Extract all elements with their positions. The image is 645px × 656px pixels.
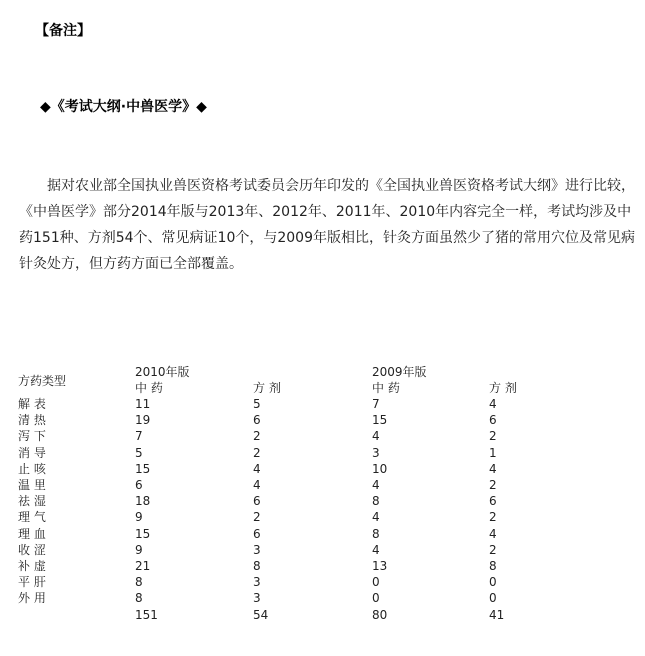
row-value-formula-2009: 0	[489, 575, 497, 590]
row-value-formula-2009: 2	[489, 510, 497, 525]
group-header-2010: 2010年版	[135, 365, 190, 379]
row-value-herb-2010: 5	[135, 445, 143, 460]
row-value-formula-2010: 2	[253, 510, 261, 525]
row-value-herb-2009: 13	[372, 559, 388, 573]
row-type-label: 外 用	[18, 591, 46, 606]
row-value-formula-2009: 6	[489, 494, 497, 509]
row-value-formula-2010: 3	[253, 575, 261, 590]
row-value-herb-2009: 3	[372, 445, 380, 460]
row-value-herb-2010: 6	[135, 478, 143, 492]
row-value-herb-2009: 8	[372, 494, 380, 509]
row-type-label: 消 导	[18, 445, 46, 460]
row-value-herb-2009: 10	[372, 461, 388, 476]
row-value-herb-2010: 19	[135, 413, 151, 428]
row-value-herb-2010: 9	[135, 542, 143, 557]
row-type-label: 温 里	[18, 478, 46, 492]
row-value-formula-2009: 8	[489, 559, 497, 573]
row-type-label: 理 气	[18, 510, 46, 525]
row-type-label: 理 血	[18, 526, 46, 541]
row-value-herb-2010: 7	[135, 429, 143, 444]
row-value-herb-2010: 15	[135, 526, 151, 541]
row-type-label: 平 肝	[18, 575, 46, 590]
row-value-formula-2010: 4	[253, 461, 261, 476]
formula-header-2009: 方 剂	[489, 381, 517, 395]
row-value-formula-2010: 5	[253, 397, 261, 411]
row-value-formula-2010: 2	[253, 445, 261, 460]
type-column-header: 方药类型	[18, 374, 67, 388]
row-type-label: 解 表	[18, 397, 46, 411]
row-value-herb-2009: 4	[372, 478, 380, 492]
row-type-label: 泻 下	[18, 429, 46, 444]
row-type-label: 收 涩	[18, 542, 46, 557]
total-herb-2009: 80	[372, 608, 388, 622]
row-value-herb-2010: 8	[135, 575, 143, 590]
row-value-herb-2010: 9	[135, 510, 143, 525]
row-value-formula-2009: 6	[489, 413, 497, 428]
row-value-formula-2009: 4	[489, 526, 497, 541]
row-value-herb-2009: 0	[372, 575, 380, 590]
row-value-herb-2010: 18	[135, 494, 151, 509]
row-value-formula-2010: 6	[253, 526, 261, 541]
row-value-formula-2009: 1	[489, 445, 497, 460]
row-value-formula-2009: 2	[489, 429, 497, 444]
row-value-herb-2009: 4	[372, 510, 380, 525]
formula-header-2010: 方 剂	[253, 381, 281, 395]
row-value-formula-2010: 3	[253, 542, 261, 557]
row-value-formula-2009: 4	[489, 397, 497, 411]
total-formula-2010: 54	[253, 608, 269, 622]
group-header-2009: 2009年版	[372, 365, 427, 379]
row-value-formula-2010: 6	[253, 494, 261, 509]
row-value-herb-2010: 8	[135, 591, 143, 606]
row-value-formula-2010: 8	[253, 559, 261, 573]
row-value-formula-2009: 2	[489, 478, 497, 492]
row-value-formula-2010: 4	[253, 478, 261, 492]
outline-heading: ◆《考试大纲·中兽医学》◆	[40, 99, 207, 115]
row-type-label: 止 咳	[18, 461, 46, 476]
row-value-herb-2009: 7	[372, 397, 380, 411]
row-value-herb-2009: 8	[372, 526, 380, 541]
row-value-formula-2010: 2	[253, 429, 261, 444]
note-heading: 【备注】	[35, 23, 91, 39]
row-type-label: 补 虚	[18, 559, 46, 573]
total-formula-2009: 41	[489, 608, 505, 622]
row-value-formula-2010: 3	[253, 591, 261, 606]
row-value-formula-2009: 0	[489, 591, 497, 606]
row-value-herb-2010: 15	[135, 461, 151, 476]
row-value-herb-2009: 4	[372, 542, 380, 557]
herb-header-2010: 中 药	[135, 381, 163, 395]
row-value-herb-2010: 11	[135, 397, 151, 411]
row-value-herb-2009: 15	[372, 413, 388, 428]
total-herb-2010: 151	[135, 608, 158, 622]
row-type-label: 清 热	[18, 413, 46, 428]
row-value-herb-2009: 4	[372, 429, 380, 444]
body-paragraph: 据对农业部全国执业兽医资格考试委员会历年印发的《全国执业兽医资格考试大纲》进行比较，《中兽医学》部分2014年版与2013年、2012年、2011年、2010年内容完全一样，考试均涉及中药151种、方剂54个、常见病证10个，与2009年版相比，针灸方面虽然少了猪的常用穴位及常见病针灸处方，但方药方面已全部覆盖。	[19, 178, 635, 272]
row-value-formula-2009: 2	[489, 542, 497, 557]
row-value-formula-2009: 4	[489, 461, 497, 476]
row-value-formula-2010: 6	[253, 413, 261, 428]
row-value-herb-2009: 0	[372, 591, 380, 606]
row-value-herb-2010: 21	[135, 559, 151, 573]
row-type-label: 祛 湿	[18, 494, 46, 509]
herb-header-2009: 中 药	[372, 381, 400, 395]
